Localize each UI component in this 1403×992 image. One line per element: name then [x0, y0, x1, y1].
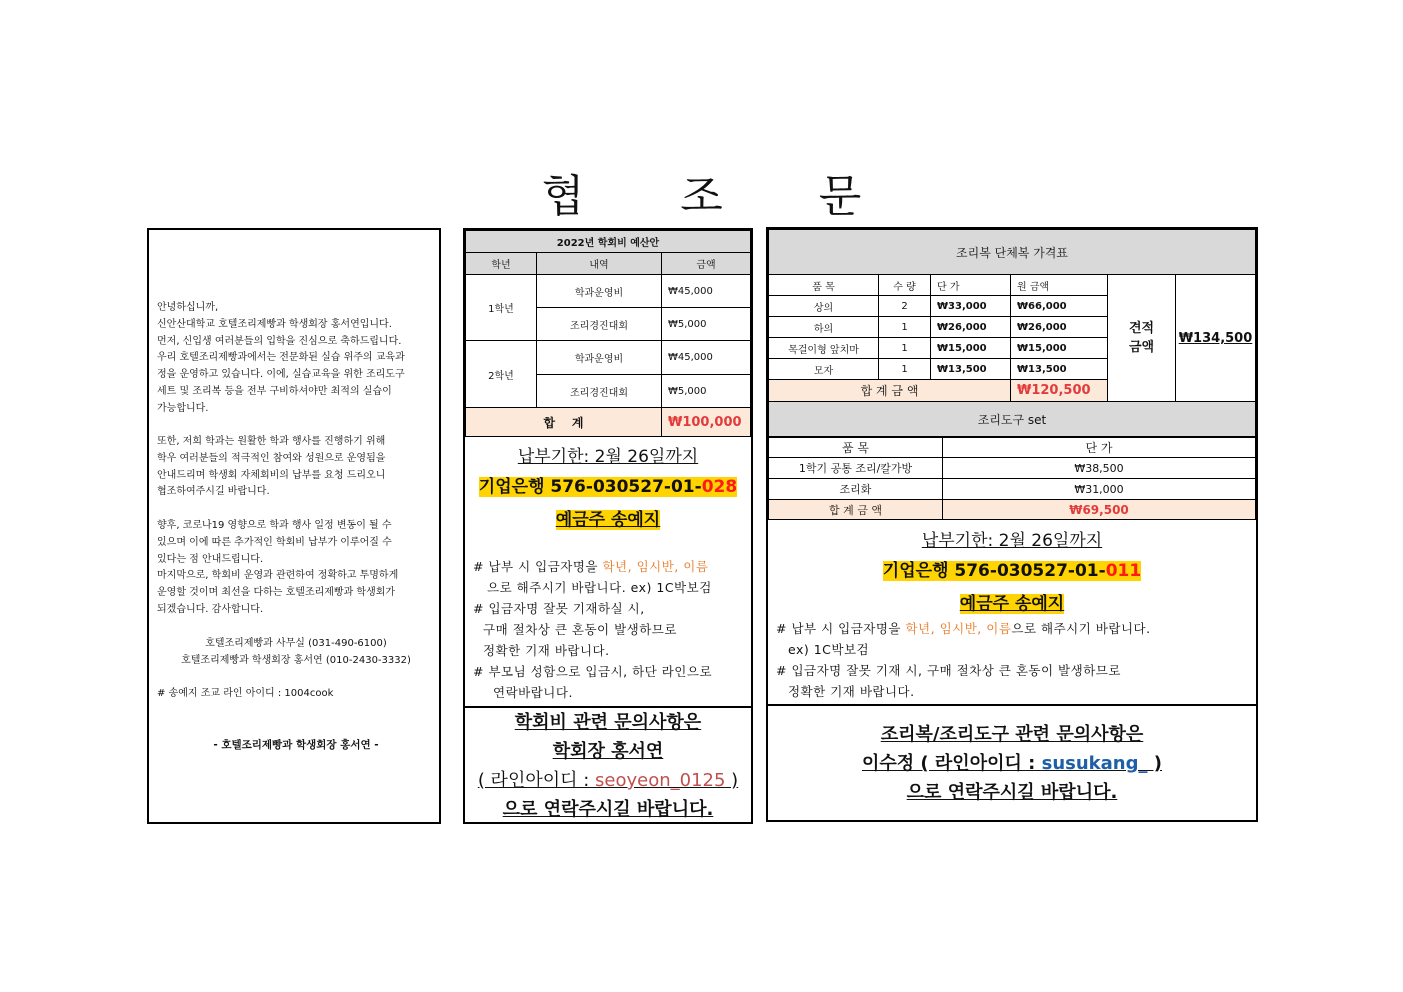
table-cell: ₩13,500 [931, 359, 1011, 380]
signature: - 호텔조리제빵과 학생회장 홍서연 - [213, 739, 379, 751]
payment-deadline-right: 납부기한: 2월 26일까지 [921, 531, 1103, 551]
account-holder: 예금주 송예지 [555, 510, 661, 530]
tools-title: 조리도구 set [769, 402, 1256, 437]
table-cell: ₩38,500 [943, 458, 1256, 479]
table-cell: ₩5,000 [662, 308, 751, 341]
table-cell: ₩26,000 [1011, 317, 1108, 338]
payment-notes-right: # 납부 시 입금자명을 학년, 임시반, 이름으로 해주시기 바랍니다. ex) 1C박보검 # 입금자명 잘못 기재 시, 구매 절차상 큰 혼동이 발생하므로 정확한 기재 바랍니다. [776, 621, 1151, 699]
tools-total: ₩69,500 [943, 500, 1256, 520]
header-item: 내역 [537, 253, 662, 275]
table-cell: 목걸이형 앞치마 [769, 338, 879, 359]
table-cell: ₩45,000 [662, 341, 751, 375]
title-char-2: 조 [680, 171, 723, 222]
uniform-total: ₩120,500 [1011, 380, 1108, 402]
table-cell: 1학기 공통 조리/칼가방 [769, 458, 943, 479]
payment-deadline: 납부기한: 2월 26일까지 [517, 447, 699, 467]
table-cell: 상의 [769, 296, 879, 317]
table-cell: ₩31,000 [943, 479, 1256, 500]
header-grade: 학년 [466, 253, 537, 275]
budget-table [465, 230, 751, 437]
grade-1: 1학년 [466, 275, 537, 341]
budget-panel [463, 228, 753, 824]
table-cell: ₩15,000 [1011, 338, 1108, 359]
table-cell: 조리경진대회 [537, 375, 662, 408]
tools-header-price: 단 가 [943, 438, 1256, 458]
table-cell: ₩45,000 [662, 275, 751, 308]
table-cell: 2 [879, 296, 931, 317]
header-qty: 수 량 [879, 275, 931, 296]
header-amount: 원 금액 [1011, 275, 1108, 296]
table-cell: 조리경진대회 [537, 308, 662, 341]
title-char-1: 협 [541, 171, 585, 222]
table-cell: 모자 [769, 359, 879, 380]
tools-total-label: 합 계 금 액 [769, 500, 943, 520]
payment-notes: # 납부 시 입금자명을 학년, 임시반, 이름 으로 해주시기 바랍니다. ex) 1C박보검 # 입금자명 잘못 기재하실 시, 구매 절차상 큰 혼동이 발생하므로 정확한 기재 바랍니다. # 부모님 성함으로 입금시, 하단 라인으로 연락바랍니다. [473, 559, 713, 700]
uniform-title: 조리복 단체복 가격표 [769, 230, 1256, 275]
table-cell: 하의 [769, 317, 879, 338]
budget-total-label: 합 계 [466, 408, 662, 437]
letter-box [147, 228, 441, 824]
table-cell: 조리화 [769, 479, 943, 500]
line-id: # 송예지 조교 라인 아이디 : 1004cook [157, 688, 334, 699]
bank-account-right: 기업은행 576-030527-01-011 [882, 561, 1142, 581]
grade-2: 2학년 [466, 341, 537, 408]
contact-info [157, 636, 435, 670]
inquiry-left: 학회비 관련 문의사항은 학회장 홍서연 ( 라인아이디 : seoyeon_0125 ) 으로 연락주시길 바랍니다. [477, 712, 739, 820]
estimate-amount: ₩134,500 [1176, 275, 1256, 402]
uniform-total-label: 합 계 금 액 [769, 380, 1011, 402]
bank-account: 기업은행 576-030527-01-028 [478, 477, 738, 497]
estimate-label: 견적 금액 [1108, 275, 1176, 402]
inquiry-right: 조리복/조리도구 관련 문의사항은 이수정 ( 라인아이디 : susukang_ ) 으로 연락주시길 바랍니다. [862, 724, 1162, 803]
title-char-3: 문 [818, 171, 862, 222]
budget-total: ₩100,000 [662, 408, 751, 437]
table-cell: 1 [879, 338, 931, 359]
page-title [0, 160, 1403, 224]
uniform-table [768, 229, 1256, 437]
uniform-panel [766, 227, 1258, 822]
header-amount: 금액 [662, 253, 751, 275]
table-cell: 학과운영비 [537, 341, 662, 375]
tools-header-item: 품 목 [769, 438, 943, 458]
account-holder-right: 예금주 송예지 [959, 594, 1065, 614]
table-cell: ₩26,000 [931, 317, 1011, 338]
table-cell: 1 [879, 317, 931, 338]
letter-paragraph-2: 또한, 저희 학과는 원활한 학과 행사를 진행하기 위해 학우 여러분들의 적극적인 참여와 성원으로 운영됨을 안내드리며 학생회 자체회비의 납부를 요청 드리오니 협조하여주시길 바랍니다. [157, 436, 386, 498]
table-cell: ₩15,000 [931, 338, 1011, 359]
table-cell: 1 [879, 359, 931, 380]
president-phone: 호텔조리제빵과 학생회장 홍서연 (010-2430-3332) [181, 654, 411, 666]
table-cell: ₩66,000 [1011, 296, 1108, 317]
letter-paragraph-1: 안녕하십니까, 신안산대학교 호텔조리제빵과 학생회장 홍서연입니다. 먼저, 신입생 여러분들의 입학을 진심으로 축하드립니다. 우리 호텔조리제빵과에서는 전문화된 실습 위주의 교육과 정을 운영하고 있습니다. 이에, 실습교육을 위한 조리도구 세트 및 조리복 등을 전부 구비하셔야만 최적의 실습이 가능합니다. [157, 302, 405, 414]
table-cell: ₩33,000 [931, 296, 1011, 317]
header-price: 단 가 [931, 275, 1011, 296]
letter-paragraph-3: 향후, 코로나19 영향으로 학과 행사 일정 변동이 될 수 있으며 이에 따른 추가적인 학회비 납부가 이루어질 수 있다는 점 안내드립니다. 마지막으로, 학회비 운영과 관련하여 정확하고 투명하게 운영할 것이며 최선을 다하는 호텔조리제빵과 학생회가 되겠습니다. 감사합니다. [157, 520, 399, 615]
table-cell: ₩13,500 [1011, 359, 1108, 380]
tools-table [768, 437, 1256, 520]
header-item: 품 목 [769, 275, 879, 296]
table-cell: ₩5,000 [662, 375, 751, 408]
budget-title: 2022년 학회비 예산안 [466, 231, 751, 253]
office-phone: 호텔조리제빵과 사무실 (031-490-6100) [205, 638, 387, 649]
table-cell: 학과운영비 [537, 275, 662, 308]
divider [768, 704, 1256, 706]
